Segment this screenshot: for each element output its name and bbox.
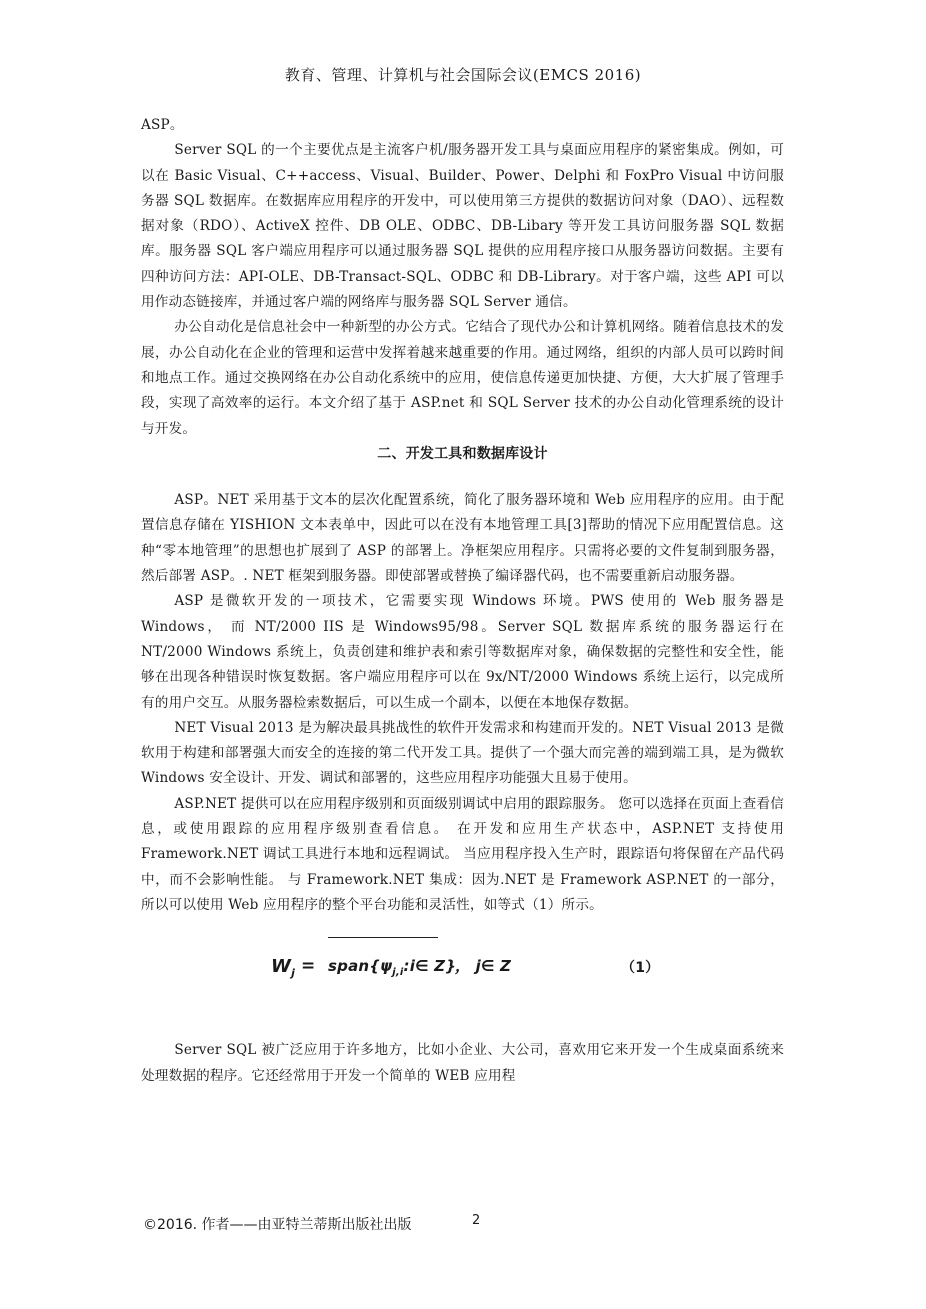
equation-equals: = <box>301 956 316 977</box>
article-body <box>141 113 784 1089</box>
paragraph-asp-windows: ASP 是微软开发的一项技术，它需要实现 Windows 环境。PWS 使用的 Web 服务器是 Windows， 而 NT/2000 IIS 是 Windows95/98。Server SQL 数据库系统的服务器运行在 NT/2000 Windows 系统上，负责创建和维护表和索引等数据库对象，确保数据的完整性和安全性，能够在出现各种错误时恢复数据。客户端应用程序可以在 9x/NT/2000 Windows 系统上运行，以完成所有的用户交互。从服务器检索数据后，可以生成一个副本，以便在本地保存数据。 <box>141 593 784 711</box>
paragraph-continuation: ASP。 <box>141 117 184 133</box>
copyright-footer: ©2016. 作者——由亚特兰蒂斯出版社出版 <box>143 1217 412 1233</box>
paragraph-sql-server: Server SQL 的一个主要优点是主流客户机/服务器开发工具与桌面应用程序的紧密集成。例如，可以在 Basic Visual、C++access、Visual、Builder、Power、Delphi 和 FoxPro Visual 中访问服务器 SQL 数据库。在数据库应用程序的开发中，可以使用第三方提供的数据访问对象（DAO）、远程数据对象（RDO）、ActiveX 控件、DB OLE、ODBC、DB-Libary 等开发工具访问服务器 SQL 数据库。服务器 SQL 客户端应用程序可以通过服务器 SQL 提供的应用程序接口从服务器访问数据。主要有四种访问方法：API-OLE、DB-Transact-SQL、ODBC 和 DB-Library。对于客户端，这些 API 可以用作动态链接库，并通过客户端的网络库与服务器 SQL Server 通信。 <box>141 142 784 311</box>
equation-lhs: $W_j$ <box>271 956 296 980</box>
equation-span: $span\{\psi_{j,i}:i\in$ Z} <box>328 957 457 979</box>
equation-overline <box>328 937 438 938</box>
paragraph-trace-service: ASP.NET 提供可以在应用程序级别和页面级别调试中启用的跟踪服务。 您可以选择在页面上查看信息，或使用跟踪的应用程序级别查看信息。 在开发和应用生产状态中，ASP.NET 支持使用 Framework.NET 调试工具进行本地和远程调试。 当应用程序投入生产时，跟踪语句将保留在产品代码中，而不会影响性能。 与 Framework.NET 集成：因为.NET 是 Framework ASP.NET 的一部分，所以可以使用 Web 应用程序的整个平台功能和灵活性，如等式（1）所示。 <box>141 795 784 913</box>
equation-1 <box>141 926 784 1038</box>
equation-condition: ， j∈ Z <box>455 957 512 976</box>
paragraph-asp-net-config: ASP。NET 采用基于文本的层次化配置系统，简化了服务器环境和 Web 应用程序的应用。由于配置信息存储在 YISHION 文本表单中，因此可以在没有本地管理工具[3]帮助的情况下应用配置信息。这种“零本地管理”的思想也扩展到了 ASP 的部署上。净框架应用程序。只需将必要的文件复制到服务器，然后部署 ASP。. NET 框架到服务器。即使部署或替换了编译器代码，也不需要重新启动服务器。 <box>141 492 784 585</box>
paragraph-office-automation: 办公自动化是信息社会中一种新型的办公方式。它结合了现代办公和计算机网络。随着信息技术的发展，办公自动化在企业的管理和运营中发挥着越来越重要的作用。通过网络，组织的内部人员可以跨时间和地点工作。通过交换网络在办公自动化系统中的应用，使信息传递更加快捷、方便，大大扩展了管理手段，实现了高效率的运行。本文介绍了基于 ASP.net 和 SQL Server 技术的办公自动化管理系统的设计与开发。 <box>141 319 784 437</box>
section-title: 二、开发工具和数据库设计 <box>377 445 548 462</box>
paragraph-sql-usage: Server SQL 被广泛应用于许多地方，比如小企业、大公司，喜欢用它来开发一个生成桌面系统来处理数据的程序。它还经常用于开发一个简单的 WEB 应用程 <box>141 1042 784 1084</box>
page-number: 2 <box>472 1213 481 1228</box>
paragraph-visual-studio: NET Visual 2013 是为解决最具挑战性的软件开发需求和构建而开发的。NET Visual 2013 是微软用于构建和部署强大而安全的连接的第二代开发工具。提供了一个强大而完善的端到端工具，是为微软 Windows 安全设计、开发、调试和部署的，这些应用程序功能强大且易于使用。 <box>141 719 784 787</box>
running-header: 教育、管理、计算机与社会国际会议(EMCS 2016) <box>284 66 642 84</box>
equation-number: （1） <box>621 960 660 977</box>
equation-body <box>271 954 671 990</box>
